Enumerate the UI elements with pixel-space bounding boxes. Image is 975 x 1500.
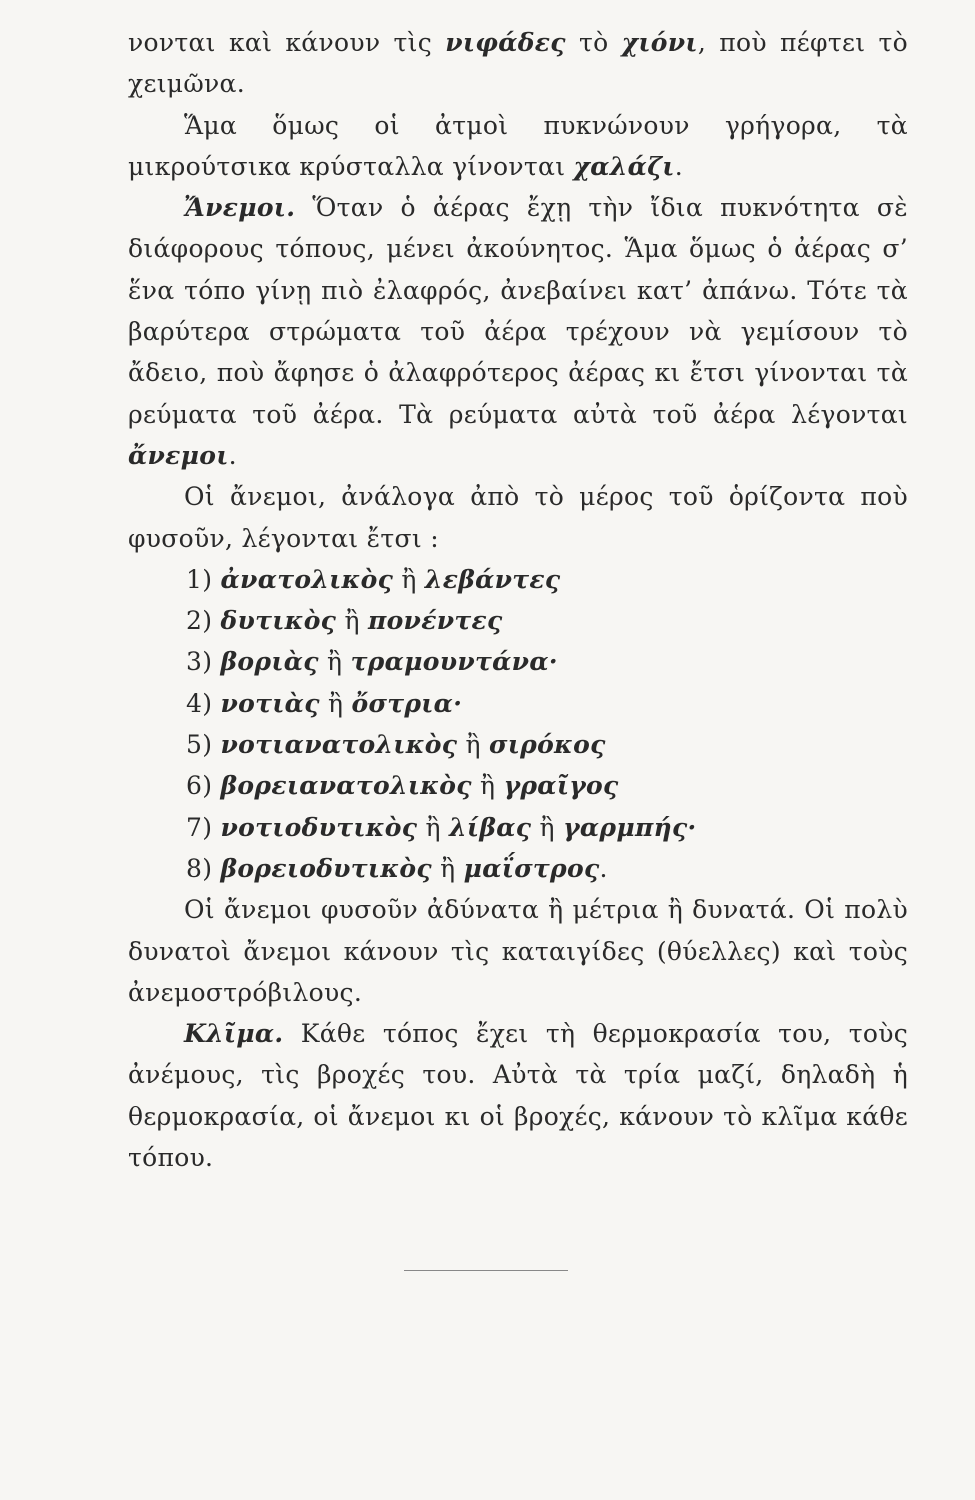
item-number: 5) [186, 730, 213, 760]
separator: ἢ [336, 606, 368, 636]
paragraph-snow [128, 22, 908, 105]
page-text [128, 22, 908, 1178]
wind-alt-name: μαΐστρος [463, 853, 600, 883]
wind-name: βορειοδυτικὸς [220, 853, 432, 883]
separator: ἢ [531, 812, 564, 842]
text-run: , ποὺ πέφτει τὸ χειμῶνα. [128, 28, 908, 99]
list-item [128, 600, 908, 641]
paragraph-wind-names-intro [128, 476, 908, 559]
wind-alt-name: γαρμπής· [563, 812, 697, 842]
text-run: Κάθε τόπος ἔχει τὴ θερμοκρασία του, τοὺς ἀνέμους, τὶς βροχές του. Αὐτὰ τὰ τρία μαζί, δηλαδὴ ἡ θερμοκρασία, οἱ ἄνεμοι κι οἱ βροχές, κάνουν τὸ κλῖμα κάθε τόπου. [128, 1019, 908, 1173]
term-snow: χιόνι [621, 28, 698, 57]
item-number: 3) [186, 647, 213, 677]
text-run: . [228, 440, 237, 470]
wind-name: νοτιανατολικὸς [220, 730, 458, 760]
text-run: Οἱ ἄνεμοι φυσοῦν ἀδύνατα ἢ μέτρια ἢ δυνατά. Οἱ πολὺ δυνατοὶ ἄνεμοι κάνουν τὶς καταιγίδες (θύελλες) καὶ τοὺς ἀνεμοστρόβιλους. [128, 895, 908, 1007]
item-number: 7) [186, 812, 213, 842]
text-run: Ἅμα ὅμως οἱ ἀτμοὶ πυκνώνουν γρήγορα, τὰ μικρούτσικα κρύσταλλα γίνονται [128, 110, 908, 181]
item-number: 8) [186, 853, 213, 883]
item-number: 2) [186, 606, 213, 636]
separator: ἢ [393, 564, 425, 594]
wind-name: νοτιοδυτικὸς [220, 812, 418, 842]
wind-list [128, 559, 908, 889]
list-item [128, 765, 908, 806]
text-run: τὸ [565, 28, 622, 57]
wind-alt-name: τραμουντάνα· [350, 647, 558, 677]
text-run: . [674, 151, 683, 181]
list-item [128, 724, 908, 765]
paragraph-climate [128, 1013, 908, 1178]
item-number: 6) [186, 771, 213, 801]
list-item [128, 559, 908, 600]
wind-alt-name: πονέντες [367, 606, 503, 636]
separator: ἢ [431, 853, 464, 883]
list-item [128, 641, 908, 682]
wind-name: βορειανατολικὸς [220, 771, 472, 801]
item-number: 4) [186, 688, 213, 718]
section-divider [404, 1270, 568, 1271]
separator: ἢ [457, 730, 490, 760]
wind-alt-name: γραῖγος [503, 771, 619, 801]
wind-alt-name: σιρόκος [489, 730, 606, 760]
text-run: Οἱ ἄνεμοι, ἀνάλογα ἀπὸ τὸ μέρος τοῦ ὁρίζοντα ποὺ φυσοῦν, λέγονται ἔτσι : [128, 482, 908, 553]
paragraph-wind-strength [128, 889, 908, 1013]
term-snowflakes: νιφάδες [445, 28, 566, 57]
paragraph-hail [128, 105, 908, 188]
term-hail: χαλάζι [573, 151, 675, 181]
paragraph-winds [128, 187, 908, 476]
wind-alt-name: λεβάντες [424, 564, 561, 594]
heading-winds: Ἄνεμοι. [184, 193, 296, 223]
wind-name: βοριὰς [220, 647, 319, 677]
list-item [128, 848, 908, 889]
wind-alt-name: ὄστρια· [351, 688, 463, 718]
separator: ἢ [471, 771, 504, 801]
wind-name: νοτιὰς [220, 688, 320, 718]
text-run: Ὅταν ὁ ἀέρας ἔχῃ τὴν ἴδια πυκνότητα σὲ διάφορους τόπους, μένει ἀκούνητος. Ἅμα ὅμως ὁ ἀέρας σ’ ἕνα τόπο γίνῃ πιὸ ἐλαφρός, ἀνεβαίνει κατ’ ἀπάνω. Τότε τὰ βαρύτερα στρώματα τοῦ ἀέρα τρέχουν νὰ γεμίσουν τὸ ἄδειο, ποὺ ἄφησε ὁ ἀλαφρότερος ἀέρας κι ἔτσι γίνονται τὰ ρεύματα τοῦ ἀέρα. Τὰ ρεύματα αὐτὰ τοῦ ἀέρα λέγονται [128, 193, 908, 429]
list-item [128, 683, 908, 724]
item-number: 1) [186, 564, 213, 594]
wind-alt-name: λίβας [449, 812, 532, 842]
text-run: νονται καὶ κάνουν τὶς [128, 28, 446, 57]
term-winds: ἄνεμοι [128, 440, 229, 470]
heading-climate: Κλῖμα. [184, 1019, 284, 1049]
wind-name: ἀνατολικὸς [220, 564, 394, 594]
separator: ἢ [319, 688, 352, 718]
separator: ἢ [417, 812, 450, 842]
wind-name: δυτικὸς [220, 606, 337, 636]
list-item [128, 807, 908, 848]
list-end-period: . [599, 853, 608, 883]
separator: ἢ [318, 647, 351, 677]
